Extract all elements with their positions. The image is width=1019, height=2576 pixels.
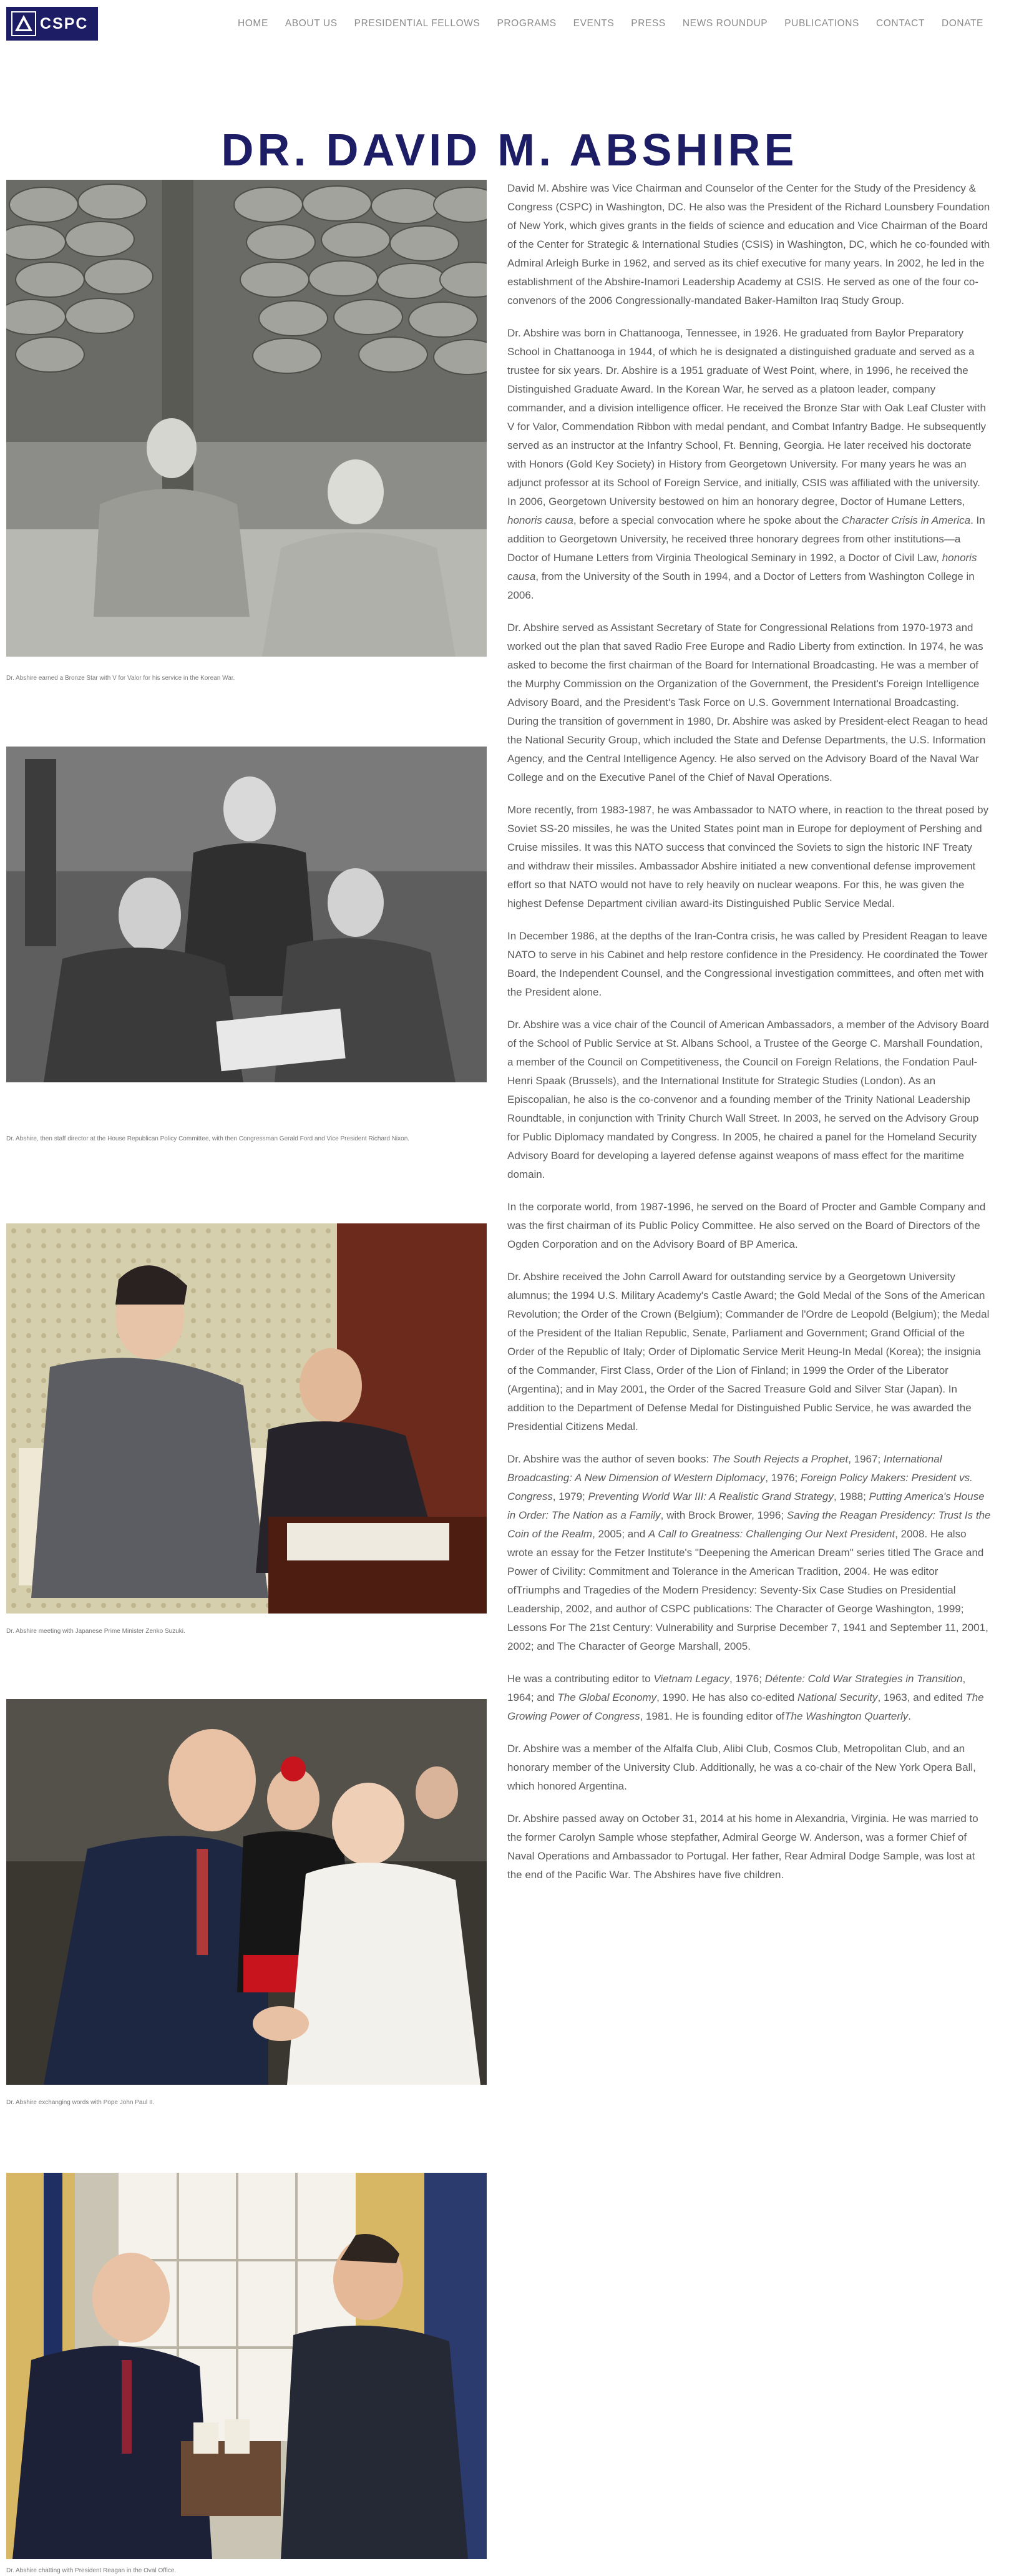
bio-paragraph-1: David M. Abshire was Vice Chairman and Counselor of the Center for the Study of the Presidency & Congress (CSPC) in Washington, DC. He also was the President of the Richard Lounsbery Foundation of New York, which gives grants in the fields of science and education and Vice Chairman of the Board of the Center for Strategic & International Studies (CSIS) in Washington, DC, which he co-founded with Admiral Arleigh Burke in 1962, and served as its chief executive for many years. In 2002, he led in the establishment of the Abshire-Inamori Leadership Academy at CSIS. He served as one of the four co-convenors of the 2006 Congressionally-mandated Baker-Hamilton Iraq Study Group. — [507, 182, 990, 306]
nav-events[interactable]: EVENTS — [573, 18, 615, 29]
nav-about-us[interactable]: ABOUT US — [285, 18, 338, 29]
nav-news-roundup[interactable]: NEWS ROUNDUP — [682, 18, 768, 29]
bio-paragraph-9: Dr. Abshire was the author of seven books: The South Rejects a Prophet, 1967; International Broadcasting: A New Dimension of Western Diplomacy, 1976; Foreign Policy Makers: President vs. Congress, 1979; Preventing World War III: A Realistic Grand Strategy, 1988; Putting America's House in Order: The Nation as a Family, with Brock Brower, 1996; Saving the Reagan Presidency: Trust Is the Coin of the Realm, 2005; and A Call to Greatness: Challenging Our Next President, 2008. He also wrote an essay for the Fetzer Institute's "Deepening the American Dream" series titled The Grace and Power of Civility: Commitment and Tolerance in the American Tradition, 2004. He was editor ofTriumphs and Tragedies of the Modern Presidency: Seventy-Six Case Studies on Presidential Leadership, 2002, and author of CSPC publications: The Character of George Washington, 1999; Lessons For The 21st Century: Vulnerability and Surprise December 7, 1941 and September 11, 2001, 2002; and The Character of George Marshall, 2005. — [507, 1453, 991, 1652]
korean-war-photo-image — [6, 180, 487, 657]
bio-paragraph-6: Dr. Abshire was a vice chair of the Council of American Ambassadors, a member of the Advisory Board of the School of Public Service at St. Albans School, a Trustee of the George C. Marshall Foundation, a member of the Council on Competitiveness, the Council on Foreign Relations, the Fondation Paul-Henri Spaak (Brussels), and the International Institute for Strategic Studies (London). As an Episcopalian, he also is the co-convenor and a founding member of the Trinity National Leadership Roundtable, in conjunction with Trinity Church Wall Street. In 2003, he served on the Advisory Group for Public Diplomacy mandated by Congress. In 2005, he chaired a panel for the Homeland Security Advisory Board for developing a layered defense against weapons of mass effect for the maritime domain. — [507, 1019, 989, 1180]
bio-paragraph-8: Dr. Abshire received the John Carroll Award for outstanding service by a Georgetown University alumnus; the 1994 U.S. Military Academy's Castle Award; the Gold Medal of the Sons of the American Revolution; the Order of the Crown (Belgium); Commander de l'Ordre de Leopold (Belgium); the Medal of the President of the Italian Republic, Senate, Parliament and Government; Grand Official of the Order of the Republic of Italy; Order of Diplomatic Service Merit Heung-In Medal (Korea); the insignia of the Commander, First Class, Order of the Lion of Finland; in 1999 the Order of the Liberator (Argentina); and in May 2001, the Order of the Sacred Treasure Gold and Silver Star (Japan). In addition to the Department of Defense Medal for Distinguished Public Service, he was awarded the Presidential Citizens Medal. — [507, 1271, 990, 1432]
photo-ford-nixon — [6, 747, 487, 1082]
cspc-triangle-icon — [11, 11, 36, 36]
page-title: DR. DAVID M. ABSHIRE — [221, 125, 798, 175]
nav-presidential-fellows[interactable]: PRESIDENTIAL FELLOWS — [354, 18, 480, 29]
bio-paragraph-12: Dr. Abshire passed away on October 31, 2014 at his home in Alexandria, Virginia. He was married to the former Carolyn Sample whose stepfather, Admiral George W. Anderson, was a former Chief of Naval Operations and Ambassador to Portugal. Her father, Rear Admiral Dodge Sample, was lost at the end of the Pacific War. The Abshires have five children. — [507, 1813, 978, 1881]
bio-paragraph-5: In December 1986, at the depths of the Iran-Contra crisis, he was called by President Reagan to leave NATO to serve in his Cabinet and help restore confidence in the Presidency. He coordinated the Tower Board, the Independent Counsel, and the Congressional investigation committees, and often met with the President alone. — [507, 930, 988, 998]
nav-home[interactable]: HOME — [237, 18, 268, 29]
photo-caption-ford-nixon: Dr. Abshire, then staff director at the House Republican Policy Committee, with then Congressman Gerald Ford and Vice President Richard Nixon. — [6, 1135, 410, 1142]
site-header — [0, 0, 1019, 49]
photo-caption-pope: Dr. Abshire exchanging words with Pope John Paul II. — [6, 2099, 155, 2106]
ford-nixon-photo-image — [6, 747, 487, 1082]
pope-photo-image — [6, 1699, 487, 2085]
bio-paragraph-2: Dr. Abshire was born in Chattanooga, Tennessee, in 1926. He graduated from Baylor Preparatory School in Chattanooga in 1944, of which he is designated a distinguished graduate and served as a trustee for six years. Dr. Abshire is a 1951 graduate of West Point, where, in 1996, he received the Distinguished Graduate Award. In the Korean War, he served as a platoon leader, company commander, and a division intelligence officer. He received the Bronze Star with Oak Leaf Cluster with V for Valor, Commendation Ribbon with medal pendant, and Combat Infantry Badge. He subsequently served as an instructor at the Infantry School, Ft. Benning, Georgia. He later received his doctorate with Honors (Gold Key Society) in History from Georgetown University. For many years he was an adjunct professor at its School of Foreign Service, and initially, CSIS was affiliated with the university. In 2006, Georgetown University bestowed on him an honorary degree, Doctor of Humane Letters, honoris causa, before a special convocation where he spoke about the Character Crisis in America. In addition to Georgetown University, he received three honorary degrees from other institutions—a Doctor of Humane Letters from Virginia Theological Seminary in 1992, a Doctor of Civil Law, honoris causa, from the University of the South in 1994, and a Doctor of Letters from Washington College in 2006. — [507, 327, 987, 601]
bio-paragraph-3: Dr. Abshire served as Assistant Secretary of State for Congressional Relations from 1970-1973 and worked out the plan that saved Radio Free Europe and Radio Liberty from extinction. In 1974, he was asked to become the first chairman of the Board for International Broadcasting. He was a member of the Murphy Commission on the Organization of the Government, the President's Foreign Intelligence Advisory Board, and the President's Task Force on U.S. Government International Broadcasting. During the transition of government in 1980, Dr. Abshire was asked by President-elect Reagan to head the National Security Group, which included the State and Defense Departments, the U.S. Information Agency, and the Central Intelligence Agency. He also served on the Advisory Board of the Naval War College and on the Executive Panel of the Chief of Naval Operations. — [507, 622, 988, 783]
reagan-photo-image — [6, 2173, 487, 2559]
nav-contact[interactable]: CONTACT — [875, 18, 925, 29]
photo-caption-reagan: Dr. Abshire chatting with President Reagan in the Oval Office. — [6, 2567, 177, 2574]
photo-caption-suzuki: Dr. Abshire meeting with Japanese Prime Minister Zenko Suzuki. — [6, 1628, 185, 1635]
photo-pope — [6, 1699, 487, 2085]
suzuki-photo-image — [6, 1223, 487, 1614]
bio-paragraph-10: He was a contributing editor to Vietnam Legacy, 1976; Détente: Cold War Strategies in Transition, 1964; and The Global Economy, 1990. He has also co-edited National Security, 1963, and edited The Growing Power of Congress, 1981. He is founding editor ofThe Washington Quarterly. — [507, 1673, 984, 1722]
photo-caption-korean-war: Dr. Abshire earned a Bronze Star with V for Valor for his service in the Korean War. — [6, 675, 235, 682]
nav-publications[interactable]: PUBLICATIONS — [784, 18, 859, 29]
nav-press[interactable]: PRESS — [631, 18, 666, 29]
bio-paragraph-11: Dr. Abshire was a member of the Alfalfa Club, Alibi Club, Cosmos Club, Metropolitan Club, and an honorary member of the University Club. Additionally, he was a co-chair of the New York Opera Ball, which honored Argentina. — [507, 1743, 976, 1792]
bio-text — [507, 179, 991, 1898]
bio-paragraph-4: More recently, from 1983-1987, he was Ambassador to NATO where, in reaction to the threat posed by Soviet SS-20 missiles, he was the United States point man in Europe for deployment of Pershing and Cruise missiles. It was this NATO success that convinced the Soviets to sign the historic INF Treaty and withdraw their missiles. Ambassador Abshire initiated a new conventional defense improvement effort so that NATO would not have to rely heavily on nuclear weapons. For this, he was given the highest Defense Department civilian award-its Distinguished Public Service Medal. — [507, 804, 989, 909]
photo-korean-war — [6, 180, 487, 657]
main-nav — [221, 18, 983, 29]
logo-text: CSPC — [40, 14, 89, 32]
photo-suzuki — [6, 1223, 487, 1614]
logo-link[interactable] — [6, 7, 98, 41]
nav-programs[interactable]: PROGRAMS — [497, 18, 557, 29]
bio-paragraph-7: In the corporate world, from 1987-1996, he served on the Board of Procter and Gamble Company and was the first chairman of its Public Policy Committee. He also served on the Board of Directors of the Ogden Corporation and on the Advisory Board of BP America. — [507, 1201, 986, 1250]
photo-reagan — [6, 2173, 487, 2559]
nav-donate[interactable]: DONATE — [941, 18, 983, 29]
